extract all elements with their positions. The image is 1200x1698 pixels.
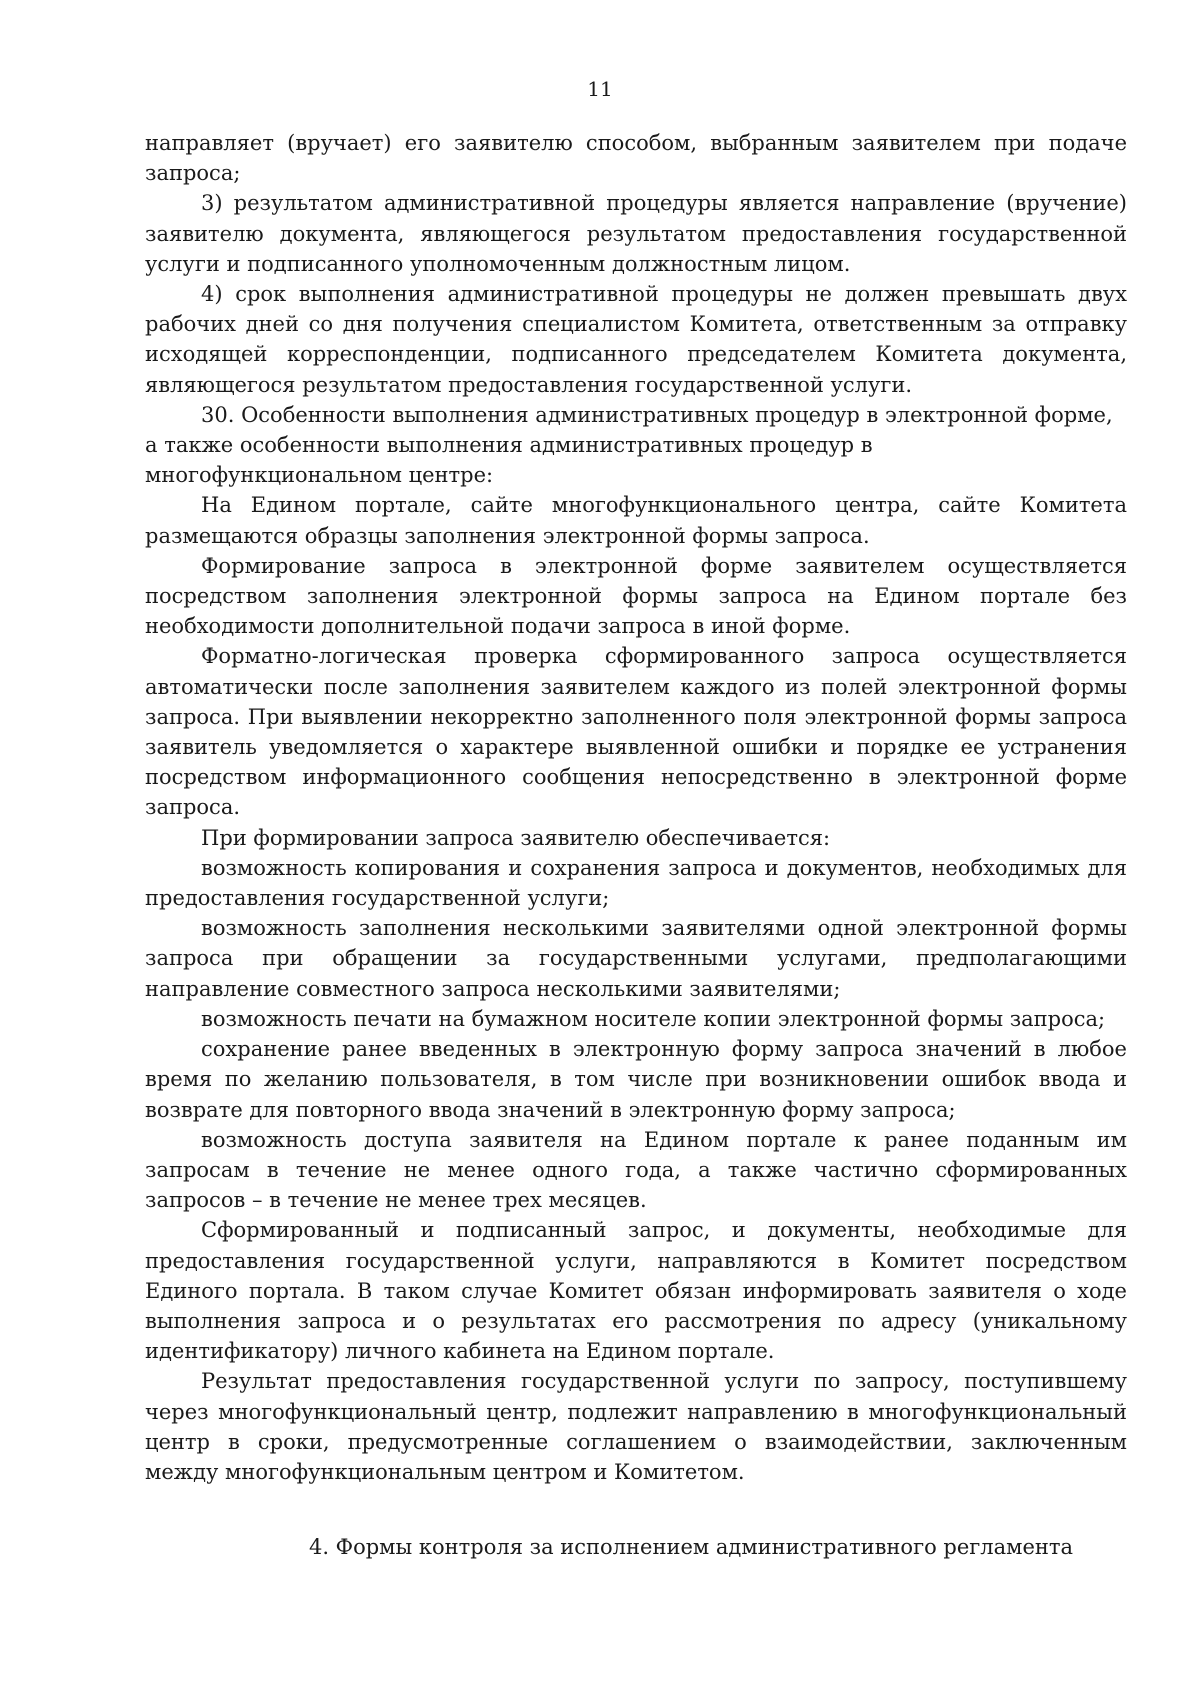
paragraph-print: возможность печати на бумажном носителе копии электронной формы запроса; xyxy=(201,1006,1106,1031)
paragraph-save-values: сохранение ранее введенных в электронную форму запроса значений в любое время по желанию пользователя, в том числе при возникновении ошибок ввода и возврате для повторного ввода значений в электронную форму запроса; xyxy=(145,1037,1127,1122)
document-body xyxy=(145,128,1127,1487)
paragraph-continuation: направляет (вручает) его заявителю способом, выбранным заявителем при подаче запроса; xyxy=(145,131,1127,186)
paragraph-request-forming: Формирование запроса в электронной форме заявителем осуществляется посредством заполнения электронной формы запроса на Едином портале без необходимости дополнительной подачи запроса в иной форме. xyxy=(145,553,1127,639)
paragraph-format-check: Форматно-логическая проверка сформированного запроса осуществляется автоматически после заполнения заявителем каждого из полей электронной формы запроса. При выявлении некорректно заполненного поля электронной формы запроса заявитель уведомляется о характере выявленной ошибки и порядке ее устранения посредством информационного сообщения непосредственно в электронной форме запроса. xyxy=(145,644,1127,820)
paragraph-clause-30-line-3: многофункциональном центре: xyxy=(145,463,494,488)
paragraph-item-3: 3) результатом административной процедуры является направление (вручение) заявителю документа, являющегося результатом предоставления государственной услуги и подписанного уполномоченным должностным лицом. xyxy=(145,191,1127,276)
page-number: 11 xyxy=(587,77,613,101)
paragraph-portal-samples: На Едином портале, сайте многофункционального центра, сайте Комитета размещаются образцы заполнения электронной формы запроса. xyxy=(145,493,1127,548)
paragraph-clause-30-line-1: 30. Особенности выполнения административных процедур в электронной форме, xyxy=(201,402,1113,427)
paragraph-provided-list-intro: При формировании запроса заявителю обеспечивается: xyxy=(201,825,831,850)
paragraph-multi-applicants: возможность заполнения несколькими заявителями одной электронной формы запроса при обращении за государственными услугами, предполагающими направление совместного запроса несколькими заявителями; xyxy=(145,916,1127,1001)
paragraph-access-requests: возможность доступа заявителя на Едином портале к ранее поданным им запросам в течение не менее одного года, а также частично сформированных запросов – в течение не менее трех месяцев. xyxy=(145,1127,1127,1213)
paragraph-mfc-result: Результат предоставления государственной услуги по запросу, поступившему через многофункциональный центр, подлежит направлению в многофункциональный центр в сроки, предусмотренные соглашением о взаимодействии, заключенным между многофункциональным центром и Комитетом. xyxy=(145,1369,1127,1484)
paragraph-copy-save: возможность копирования и сохранения запроса и документов, необходимых для предоставления государственной услуги; xyxy=(145,855,1127,911)
paragraph-signed-request: Сформированный и подписанный запрос, и документы, необходимые для предоставления государственной услуги, направляются в Комитет посредством Единого портала. В таком случае Комитет обязан информировать заявителя о ходе выполнения запроса и о результатах его рассмотрения по адресу (уникальному идентификатору) личного кабинета на Едином портале. xyxy=(145,1218,1127,1364)
paragraph-item-4: 4) срок выполнения административной процедуры не должен превышать двух рабочих дней со дня получения специалистом Комитета, ответственным за отправку исходящей корреспонденции, подписанного председателем Комитета документа, являющегося результатом предоставления государственной услуги. xyxy=(145,282,1127,397)
paragraph-clause-30-line-2: а также особенности выполнения административных процедур в xyxy=(145,433,873,458)
section-heading: 4. Формы контроля за исполнением административного регламента xyxy=(308,1535,1074,1559)
